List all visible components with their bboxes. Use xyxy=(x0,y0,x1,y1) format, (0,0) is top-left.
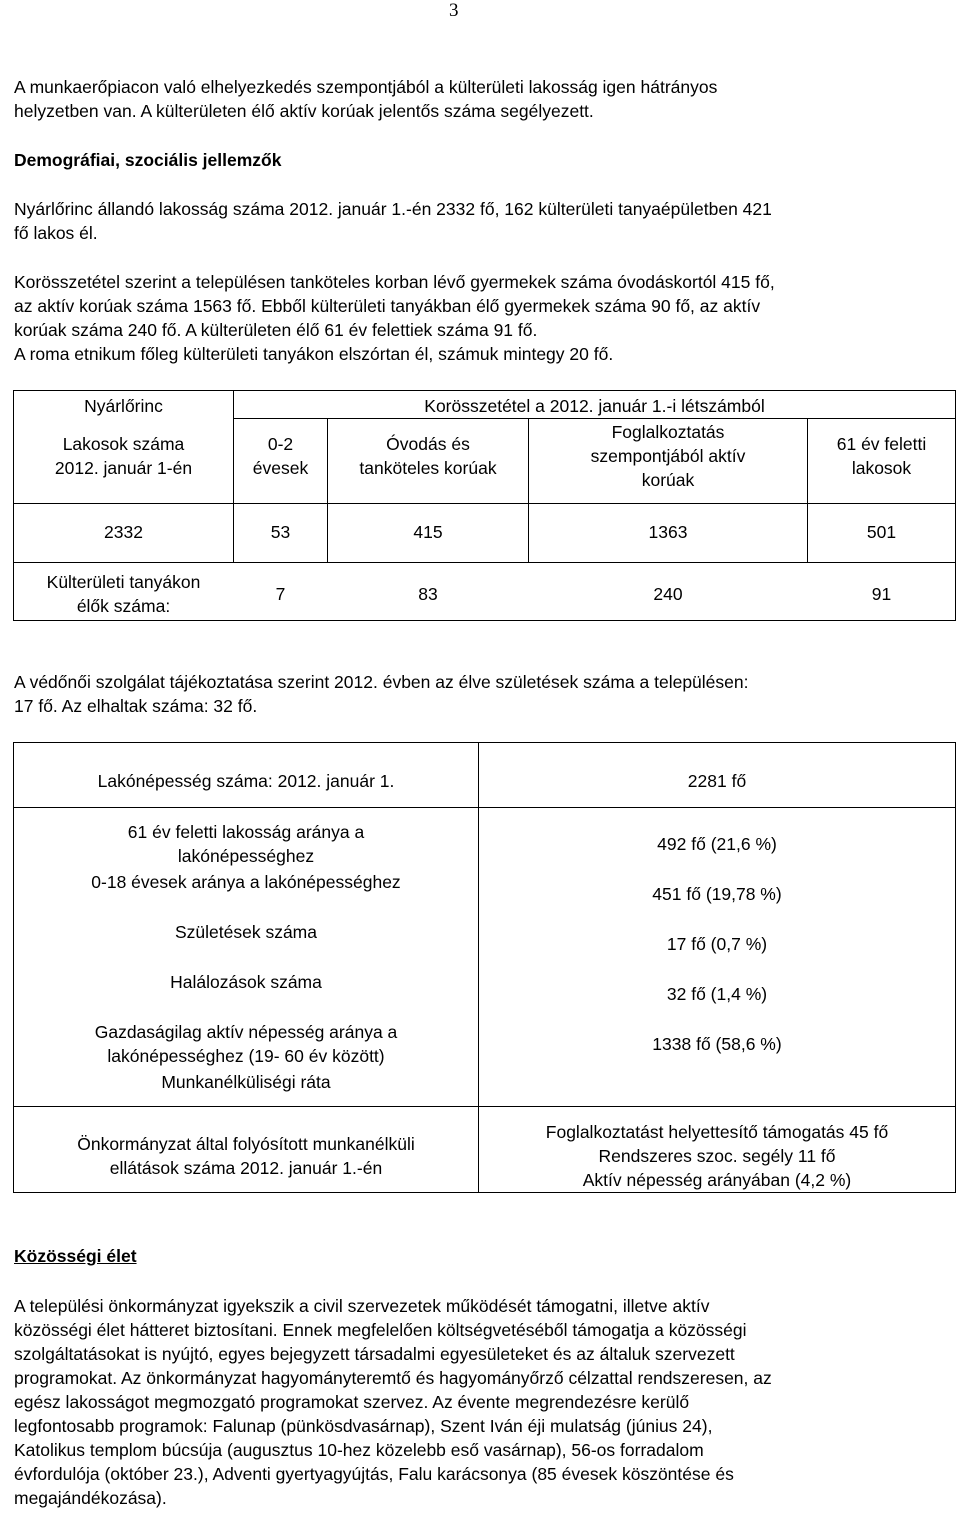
header-line: 61 év feletti xyxy=(836,434,927,454)
header-line: 2012. január 1-én xyxy=(54,458,193,478)
over61-ratio-label xyxy=(14,820,478,868)
header-line: 0-2 xyxy=(267,434,294,454)
community-line: évfordulója (október 23.), Adventi gyertyagyújtás, Falu karácsonya (85 évesek köszöntése és xyxy=(14,1464,734,1484)
table1-place-header: Nyárlőrinc xyxy=(84,396,163,416)
community-line: egész lakosságot megmozgató programokat szervez. Az évente megrendezésre kerülő xyxy=(14,1392,690,1412)
header-line: lakosok xyxy=(851,458,912,478)
age-line: az aktív korúak száma 1563 fő. Ebből külterületi tanyákban élő gyermekek száma 90 fő, az aktív xyxy=(14,296,761,316)
community-line: közösségi élet hátteret biztosítani. Ennek megfelelően költségvetéséből támogatja a közösségi xyxy=(14,1320,747,1340)
label-line: lakónépességhez xyxy=(177,846,315,866)
header-line: évesek xyxy=(252,458,309,478)
community-line: A települési önkormányzat igyekszik a civil szervezetek működését támogatni, illetve aktív xyxy=(14,1296,710,1316)
community-paragraph xyxy=(14,1294,949,1510)
community-line: megajándékozása). xyxy=(14,1488,167,1508)
label-line: Önkormányzat által folyósított munkanélküli xyxy=(77,1134,415,1154)
row-label-line: élők száma: xyxy=(76,596,171,616)
age-line: A roma etnikum főleg külterületi tanyákon elszórtan él, számuk mintegy 20 fő. xyxy=(14,344,614,364)
births-line: A védőnői szolgálat tájékoztatása szerint 2012. évben az élve születések száma a településen: xyxy=(14,672,749,692)
demographics-line: fő lakos él. xyxy=(14,223,98,243)
deaths-count-label: Halálozások száma xyxy=(170,972,322,992)
value-line: Rendszeres szoc. segély 11 fő xyxy=(598,1146,836,1166)
table1-cell: 415 xyxy=(413,522,443,542)
value-line: Aktív népesség arányában (4,2 %) xyxy=(582,1170,852,1190)
births-count-label: Születések száma xyxy=(174,922,317,942)
age-line: korúak száma 240 fő. A külterületen élő 61 év felettiek száma 91 fő. xyxy=(14,320,538,340)
births-count-value: 17 fő (0,7 %) xyxy=(666,934,768,954)
under18-ratio-value: 451 fő (19,78 %) xyxy=(652,884,782,904)
header-line: korúak xyxy=(641,470,695,490)
age-line: Korösszetétel szerint a településen tanköteles korban lévő gyermekek száma óvodáskortól 415 fő, xyxy=(14,272,775,292)
over61-ratio-value: 492 fő (21,6 %) xyxy=(657,834,777,854)
table1-cell: 53 xyxy=(270,522,291,542)
table1-cell: 501 xyxy=(866,522,897,542)
active-ratio-value: 1338 fő (58,6 %) xyxy=(652,1034,782,1054)
page-number: 3 xyxy=(449,0,459,21)
demographics-paragraph xyxy=(14,197,949,245)
label-line: ellátások száma 2012. január 1.-én xyxy=(109,1158,383,1178)
intro-paragraph xyxy=(14,75,949,123)
benefits-label xyxy=(14,1132,478,1180)
table1-col-over61-header xyxy=(808,432,955,480)
table1-col-active-header xyxy=(529,420,807,492)
community-line: programokat. Az önkormányzat hagyományteremtő és hagyományőrző célzattal rendszeresen, az xyxy=(14,1368,772,1388)
table1-col-school-header xyxy=(328,432,528,480)
header-line: Lakosok száma xyxy=(62,434,185,454)
table1-cell: 1363 xyxy=(648,522,688,542)
header-line: tanköteles korúak xyxy=(359,458,497,478)
community-heading: Közösségi élet xyxy=(14,1246,137,1266)
header-line: Foglalkoztatás xyxy=(611,422,725,442)
label-line: lakónépességhez (19- 60 év között) xyxy=(107,1046,385,1066)
age-paragraph xyxy=(14,270,949,366)
table1-cell: 240 xyxy=(653,584,683,604)
row-label-line: Külterületi tanyákon xyxy=(46,572,201,592)
table1-cell: 2332 xyxy=(104,522,143,542)
label-line: 61 év feletti lakosság aránya a xyxy=(127,822,365,842)
table1-cell: 7 xyxy=(275,584,286,604)
deaths-count-value: 32 fő (1,4 %) xyxy=(666,984,768,1004)
table1-cell: 83 xyxy=(418,584,438,604)
population-value: 2281 fő xyxy=(687,771,747,791)
table1-age-group-header: Korösszetétel a 2012. január 1.-i létszámból xyxy=(424,396,765,416)
table1-cell: 91 xyxy=(871,584,892,604)
population-label: Lakónépesség száma: 2012. január 1. xyxy=(97,771,395,791)
births-line: 17 fő. Az elhaltak száma: 32 fő. xyxy=(14,696,258,716)
label-line: Gazdaságilag aktív népesség aránya a xyxy=(94,1022,398,1042)
intro-line: A munkaerőpiacon való elhelyezkedés szempontjából a külterületi lakosság igen hátrányos xyxy=(14,77,718,97)
table1-col-0-2-header xyxy=(234,432,327,480)
demographics-line: Nyárlőrinc állandó lakosság száma 2012. január 1.-én 2332 fő, 162 külterületi tanyaépületben 421 xyxy=(14,199,772,219)
intro-line: helyzetben van. A külterületen élő aktív korúak jelentős száma segélyezett. xyxy=(14,101,594,121)
active-ratio-label xyxy=(14,1020,478,1068)
births-paragraph xyxy=(14,670,949,718)
under18-ratio-label: 0-18 évesek aránya a lakónépességhez xyxy=(91,872,401,892)
value-line: Foglalkoztatást helyettesítő támogatás 45 fő xyxy=(545,1122,889,1142)
table1-row2-label xyxy=(14,570,233,618)
table1-col-residents-header xyxy=(14,432,233,480)
unemployment-rate-label: Munkanélküliségi ráta xyxy=(161,1072,331,1092)
community-line: legfontosabb programok: Falunap (pünkösdvasárnap), Szent Iván éji mulatság (június 24), xyxy=(14,1416,713,1436)
community-line: szolgáltatásokat is nyújtó, egyes bejegyzett társadalmi egyesületeket és az általuk szervezett xyxy=(14,1344,735,1364)
header-line: szempontjából aktív xyxy=(590,446,746,466)
demographics-heading: Demográfiai, szociális jellemzők xyxy=(14,150,282,170)
community-line: Katolikus templom búcsúja (augusztus 10-hez közelebb eső vasárnap), 56-os forradalom xyxy=(14,1440,704,1460)
benefits-value xyxy=(479,1120,955,1192)
header-line: Óvodás és xyxy=(386,434,470,454)
